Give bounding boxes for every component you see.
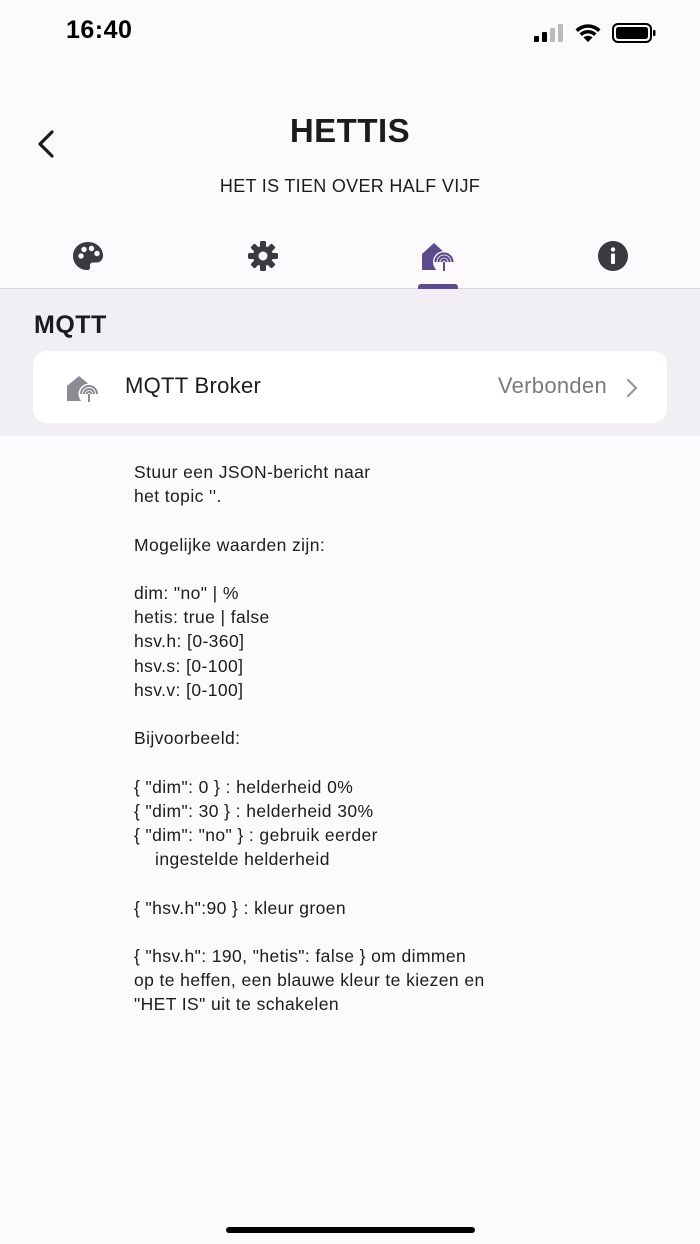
instruction-line: Mogelijke waarden zijn:: [134, 534, 326, 555]
status-time: 16:40: [66, 16, 133, 44]
instruction-paragraph: [134, 581, 654, 702]
mqtt-broker-label: MQTT Broker: [125, 373, 262, 398]
mqtt-section: [0, 289, 700, 436]
instruction-paragraph: [134, 775, 654, 872]
instruction-line: ingestelde helderheid: [134, 849, 330, 870]
instruction-paragraph: [134, 726, 654, 750]
instruction-line: { "dim": 0 } : helderheid 0%: [134, 776, 354, 797]
instruction-line: hsv.h: [0-360]: [134, 631, 245, 652]
wifi-icon: [574, 23, 602, 43]
instruction-line: { "hsv.h": 190, "hetis": false } om dimmen: [134, 945, 467, 966]
status-bar: [0, 0, 700, 66]
instruction-line: dim: "no" | %: [134, 582, 239, 603]
section-title: MQTT: [34, 311, 107, 339]
instruction-line: het topic ''.: [134, 486, 222, 507]
battery-icon: [612, 23, 656, 43]
instruction-line: Bijvoorbeeld:: [134, 728, 241, 749]
mqtt-instructions: [134, 460, 654, 1041]
instruction-paragraph: [134, 896, 654, 920]
home-broadcast-icon: [420, 240, 456, 272]
instruction-line: { "dim": "no" } : gebruik eerder: [134, 824, 378, 845]
tab-colors[interactable]: [0, 224, 175, 288]
time-in-words: HET IS TIEN OVER HALF VIJF: [219, 176, 481, 196]
instruction-line: hetis: true | false: [134, 607, 270, 628]
instruction-line: { "dim": 30 } : helderheid 30%: [134, 800, 374, 821]
instruction-paragraph: [134, 533, 654, 557]
cellular-signal-icon: [534, 24, 564, 42]
status-icons: [534, 20, 656, 46]
tab-mqtt[interactable]: [350, 224, 525, 288]
instruction-line: hsv.s: [0-100]: [134, 655, 244, 676]
instruction-paragraph: [134, 460, 654, 508]
chevron-right-icon: [625, 376, 639, 400]
app-header: [0, 90, 700, 220]
page-title: HETTIS: [289, 112, 411, 149]
instruction-line: op te heffen, een blauwe kleur te kiezen en: [134, 970, 485, 991]
instruction-line: Stuur een JSON-bericht naar: [134, 462, 371, 482]
instruction-line: hsv.v: [0-100]: [134, 679, 244, 700]
home-indicator: [226, 1227, 475, 1233]
mqtt-broker-status: Verbonden: [497, 373, 607, 398]
tab-settings[interactable]: [175, 224, 350, 288]
mqtt-broker-row[interactable]: [33, 351, 667, 423]
info-icon: [597, 240, 629, 272]
palette-icon: [72, 241, 104, 271]
instruction-line: "HET IS" uit te schakelen: [134, 994, 339, 1015]
gear-icon: [247, 240, 279, 272]
instruction-paragraph: [134, 944, 654, 1017]
home-broadcast-icon: [65, 373, 101, 403]
tab-bar: [0, 224, 700, 289]
tab-info[interactable]: [525, 224, 700, 288]
instruction-line: { "hsv.h":90 } : kleur groen: [134, 897, 347, 918]
